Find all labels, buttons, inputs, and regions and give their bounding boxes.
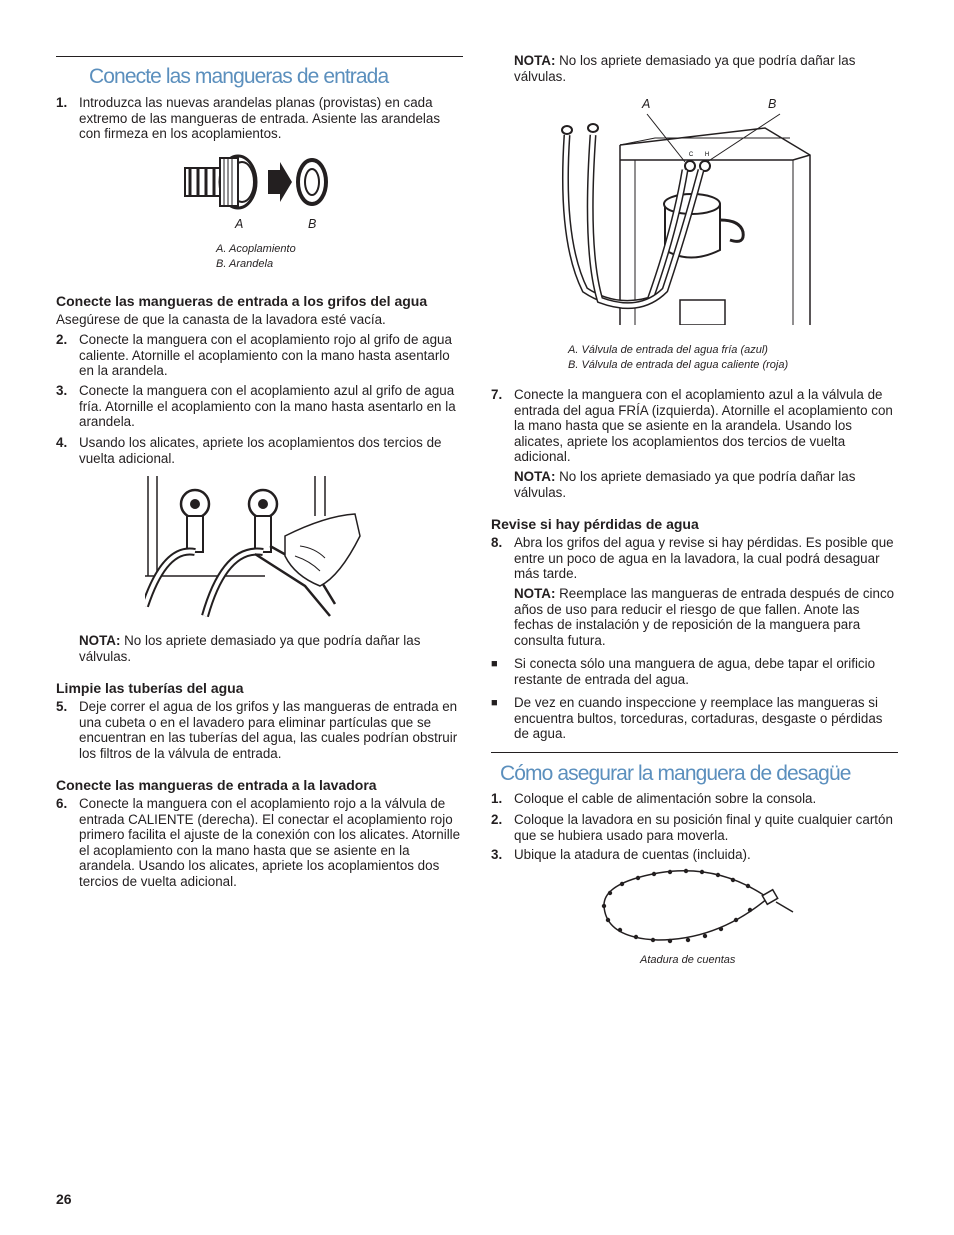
step-number: 1.: [491, 791, 503, 806]
bullet-symbol: ■: [491, 697, 498, 709]
nota-top: [514, 53, 898, 84]
step-number: 8.: [491, 535, 503, 550]
fig2-label-a: A: [642, 97, 651, 111]
step-text: Coloque la lavadora en su posición final y quite cualquier cartón que se hubiera usado para moverla.: [514, 812, 893, 843]
valve-h-label: H: [704, 152, 710, 158]
bullet-text: Si conecta sólo una manguera de agua, debe tapar el orificio restante de entrada del agua.: [514, 656, 876, 687]
step-number: 2.: [56, 332, 68, 347]
beaded-strap-illustration: [598, 868, 798, 948]
bullet-symbol: ■: [491, 658, 498, 670]
subheading-connect-washer: Conecte las mangueras de entrada a la lavadora: [56, 777, 377, 793]
fig2-label-b: B: [768, 97, 777, 111]
bullet-text: De vez en cuando inspeccione y reemplace las mangueras si encuentra bultos, torceduras, cortaduras, desgaste o pérdidas de agua.: [514, 695, 883, 742]
nota-text: No los apriete demasiado ya que podría dañar las válvulas.: [514, 53, 856, 84]
section-title-drain-hose: Cómo asegurar la manguera de desagüe: [500, 762, 851, 785]
subheading-faucets: Conecte las mangueras de entrada a los grifos del agua: [56, 293, 428, 309]
step-number: 1.: [56, 95, 68, 110]
pliers-faucets-illustration: [145, 476, 375, 626]
step-text: Coloque el cable de alimentación sobre la consola.: [514, 791, 817, 806]
step-text: Conecte la manguera con el acoplamiento azul a la válvula de entrada del agua FRÍA (izquierda). Atornille el acoplamiento con la mano hasta que se asiente en la arandela. Usando los alicates, apriete los acoplamientos dos tercios de vuelta adicional.: [514, 387, 893, 465]
fig1-label-b: B: [308, 217, 317, 231]
step-text: Conecte la manguera con el acoplamiento rojo al grifo de agua caliente. Atornille el acoplamiento con la mano hasta asentarlo en la arandela.: [79, 332, 452, 379]
nota-2: [514, 469, 898, 500]
nota-text: No los apriete demasiado ya que podría dañar las válvulas.: [514, 469, 856, 500]
washer-inlet-valves-illustration: [555, 110, 817, 325]
nota-text: No los apriete demasiado ya que podría dañar las válvulas.: [79, 633, 421, 664]
step-text: Conecte la manguera con el acoplamiento rojo a la válvula de entrada CALIENTE (derecha). El conectar el acoplamiento rojo primero facilita el ajuste de la conexión con los alicates. Atornille el acoplamiento con la mano hasta que se asiente en la arandela. Usando los alicates, apriete los acoplamientos dos tercios de vuelta adicional.: [79, 796, 461, 889]
fig3-caption: Atadura de cuentas: [640, 954, 736, 966]
step-number: 3.: [491, 847, 503, 862]
fig2-caption-b: B. Válvula de entrada del agua caliente (roja): [568, 359, 789, 371]
nota-1: [79, 633, 463, 664]
step-number: 4.: [56, 435, 68, 450]
fig1-label-a: A: [235, 217, 244, 231]
nota-text: Reemplace las mangueras de entrada después de cinco años de uso para reducir el riesgo de que fallen. Anote las fechas de instalación y de reposición de la manguera para consulta futura.: [514, 586, 895, 648]
page-number: 26: [56, 1191, 72, 1207]
top-rule-left: [56, 56, 463, 57]
step-text: Introduzca las nuevas arandelas planas (provistas) en cada extremo de las mangueras de entrada. Asiente las arandelas con firmeza en los acoplamientos.: [79, 95, 441, 142]
step-number: 7.: [491, 387, 503, 402]
step-text: Usando los alicates, apriete los acoplamientos dos tercios de vuelta adicional.: [79, 435, 442, 466]
nota-label: NOTA:: [79, 633, 121, 648]
step-number: 3.: [56, 383, 68, 398]
nota-3: [514, 586, 898, 648]
step-text: Deje correr el agua de los grifos y las mangueras de entrada en una cubeta o en el lavadero para eliminar partículas que se encuentran en las tuberías del agua, las cuales podrían obstruir los filtros de la válvula de entrada.: [79, 699, 458, 761]
fig2-caption-a: A. Válvula de entrada del agua fría (azul): [568, 344, 768, 356]
fig1-caption-a: A. Acoplamiento: [216, 243, 296, 255]
step-number: 5.: [56, 699, 68, 714]
step-text: Abra los grifos del agua y revise si hay pérdidas. Es posible que entre un poco de agua en la lavadora, la cual podrá desaguar más tarde.: [514, 535, 894, 582]
valve-c-label: C: [688, 152, 694, 158]
subheading-check-leaks: Revise si hay pérdidas de agua: [491, 516, 699, 532]
subheading-clean-pipes: Limpie las tuberías del agua: [56, 680, 244, 696]
step-text: Conecte la manguera con el acoplamiento azul al grifo de agua fría. Atornille el acoplamiento con la mano hasta asentarlo en la arandela.: [79, 383, 456, 430]
step-number: 6.: [56, 796, 68, 811]
faucets-intro: Asegúrese de que la canasta de la lavadora esté vacía.: [56, 312, 386, 327]
section-rule-right: [491, 752, 898, 753]
nota-label: NOTA:: [514, 586, 556, 601]
section-title-inlet-hoses: Conecte las mangueras de entrada: [89, 65, 389, 88]
coupling-washer-illustration: [180, 150, 340, 220]
nota-label: NOTA:: [514, 469, 556, 484]
fig1-caption-b: B. Arandela: [216, 258, 274, 270]
nota-label: NOTA:: [514, 53, 556, 68]
step-text: Ubique la atadura de cuentas (incluida).: [514, 847, 751, 862]
step-number: 2.: [491, 812, 503, 827]
